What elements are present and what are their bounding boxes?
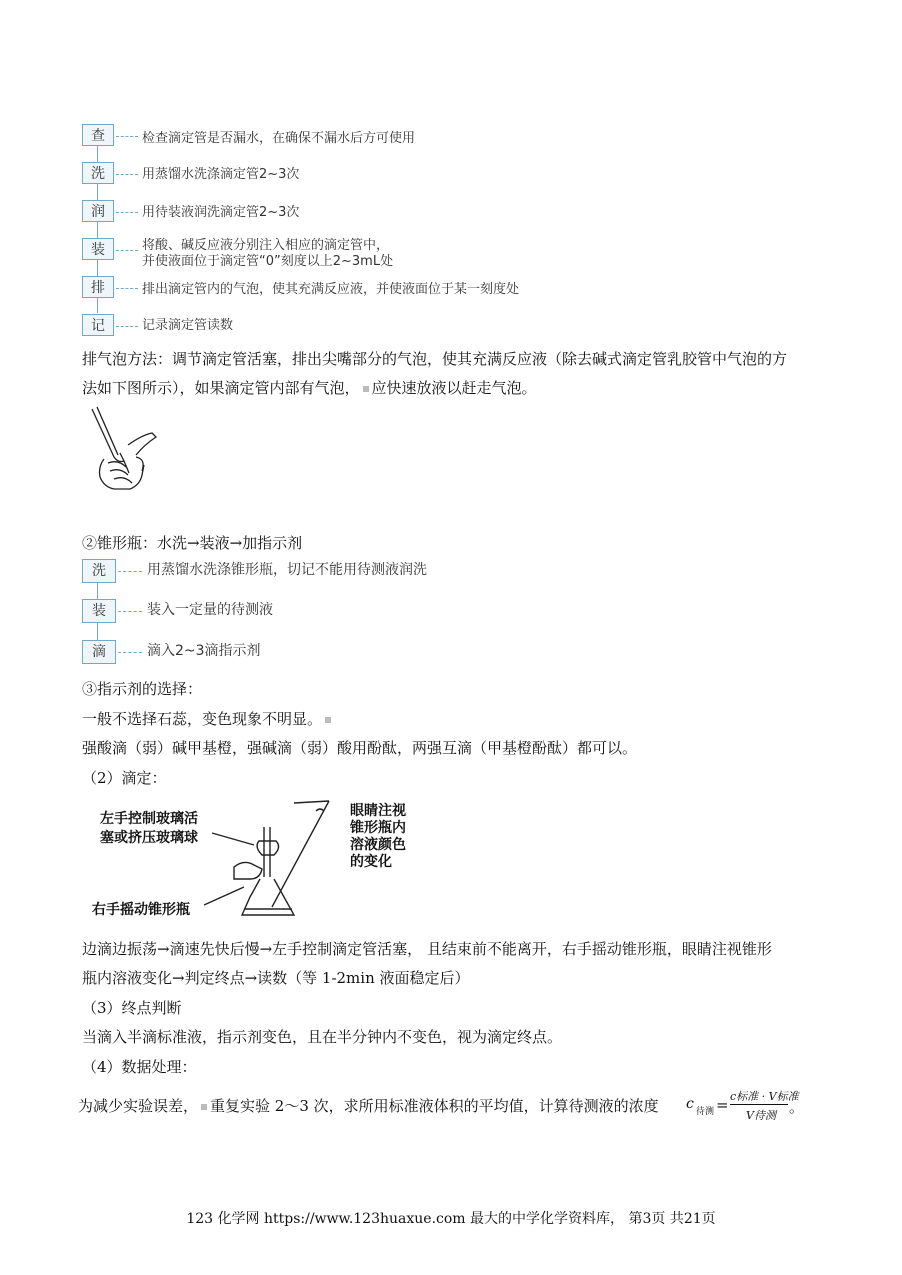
step-desc-fill-2: 并使液面位于滴定管“0”刻度以上2~3mL处 — [142, 254, 394, 269]
dash-line — [116, 136, 138, 137]
mark-icon — [201, 1104, 207, 1110]
endpoint-line: 当滴入半滴标准液，指示剂变色，且在半分钟内不变色，视为滴定终点。 — [82, 1028, 563, 1046]
bubble-line-1: 排气泡方法：调节滴定管活塞，排出尖嘴部分的气泡，使其充满反应液（除去碱式滴定管乳胶管中气泡的方 — [82, 350, 788, 368]
step-desc-drain: 排出滴定管内的气泡，使其充满反应液，并使液面位于某一刻度处 — [142, 282, 520, 297]
dash-line — [116, 212, 138, 213]
step-desc-fill: 将酸、碱反应液分别注入相应的滴定管中， — [142, 238, 390, 253]
formula-denominator: V待测 — [746, 1109, 776, 1122]
dash-line — [118, 611, 142, 612]
dash-line — [116, 288, 138, 289]
conc-symbol: c — [686, 1096, 694, 1112]
dash-line — [118, 571, 142, 572]
dash-line — [118, 652, 142, 653]
data-proc-line-a: 为减少实验误差， — [78, 1097, 199, 1115]
step-box-fill: 装 — [82, 238, 114, 260]
flask-step-box-fill: 装 — [82, 599, 116, 623]
data-proc-line-b: 重复实验 2～3 次，求所用标准液体积的平均值，计算待测液的浓度 — [210, 1097, 659, 1115]
mark-icon — [363, 386, 369, 392]
dash-line — [116, 174, 138, 175]
data-proc-title: （4）数据处理： — [82, 1058, 197, 1076]
page-footer: 123 化学网 https://www.123huaxue.com 最大的中学化学资料库， 第3页 共21页 — [186, 1211, 716, 1227]
indicator-line-2: 强酸滴（弱）碱甲基橙，强碱滴（弱）酸用酚酞，两强互滴（甲基橙酚酞）都可以。 — [82, 739, 638, 757]
mark-icon — [325, 717, 331, 723]
formula-end: 。 — [789, 1098, 805, 1116]
step-desc-record: 记录滴定管读数 — [142, 318, 234, 333]
figure-label-right-3: 溶液颜色 — [350, 837, 406, 853]
titration-figure — [84, 797, 424, 927]
conc-subscript: 待测 — [696, 1107, 715, 1117]
figure-label-left-1: 左手控制玻璃活 — [100, 811, 198, 827]
titration-line-1: 边滴边振荡→滴速先快后慢→左手控制滴定管活塞， 且结束前不能离开，右手摇动锥形瓶，眼睛注视锥形 — [82, 940, 772, 958]
step-box-check: 查 — [82, 124, 114, 146]
titration-line-2: 瓶内溶液变化→判定终点→读数（等 1-2min 液面稳定后） — [82, 969, 470, 987]
step-desc-rinse: 用待装液润洗滴定管2~3次 — [142, 205, 300, 220]
step-box-wash: 洗 — [82, 162, 114, 184]
figure-label-bottom: 右手摇动锥形瓶 — [92, 902, 190, 918]
step-box-record: 记 — [82, 314, 114, 336]
figure-label-right — [350, 803, 406, 871]
figure-label-right-1: 眼睛注视 — [350, 803, 406, 819]
flask-step-box-wash: 洗 — [82, 559, 116, 583]
figure-label-left-2: 塞或挤压玻璃球 — [100, 830, 198, 846]
figure-label-right-4: 的变化 — [350, 854, 392, 870]
flask-step-desc-wash: 用蒸馏水洗涤锥形瓶，切记不能用待测液润洗 — [147, 562, 427, 578]
flask-step-box-drop: 滴 — [82, 640, 116, 664]
dash-line — [116, 250, 138, 251]
indicator-title: ③指示剂的选择： — [82, 680, 203, 698]
step-box-drain: 排 — [82, 276, 114, 298]
step-desc-wash: 用蒸馏水洗涤滴定管2~3次 — [142, 167, 300, 182]
endpoint-title: （3）终点判断 — [82, 999, 182, 1017]
titration-title: （2）滴定： — [82, 769, 167, 787]
figure-label-right-2: 锥形瓶内 — [350, 820, 406, 836]
bubble-line-2a: 法如下图所示），如果滴定管内部有气泡， — [82, 379, 360, 397]
fraction-bar — [730, 1104, 788, 1105]
figure-label-left — [100, 810, 198, 848]
step-box-rinse: 润 — [82, 200, 114, 222]
bubble-line-2 — [82, 378, 537, 398]
dash-line — [116, 326, 138, 327]
indicator-line-1-text: 一般不选择石蕊，变色现象不明显。 — [82, 710, 323, 728]
flask-step-desc-fill: 装入一定量的待测液 — [147, 602, 273, 618]
flask-step-desc-drop: 滴入2~3滴指示剂 — [147, 643, 261, 659]
indicator-line-1 — [82, 709, 334, 729]
equals-sign: = — [716, 1096, 729, 1114]
flask-title: ②锥形瓶：水洗→装液→加指示剂 — [82, 534, 303, 552]
squeeze-tube-illustration — [84, 405, 174, 495]
data-proc-line — [78, 1096, 659, 1116]
step-desc-check: 检查滴定管是否漏水，在确保不漏水后方可使用 — [142, 131, 416, 146]
formula-numerator: c标准 · V标准 — [730, 1090, 799, 1103]
bubble-line-2b: 应快速放液以赶走气泡。 — [371, 379, 537, 397]
